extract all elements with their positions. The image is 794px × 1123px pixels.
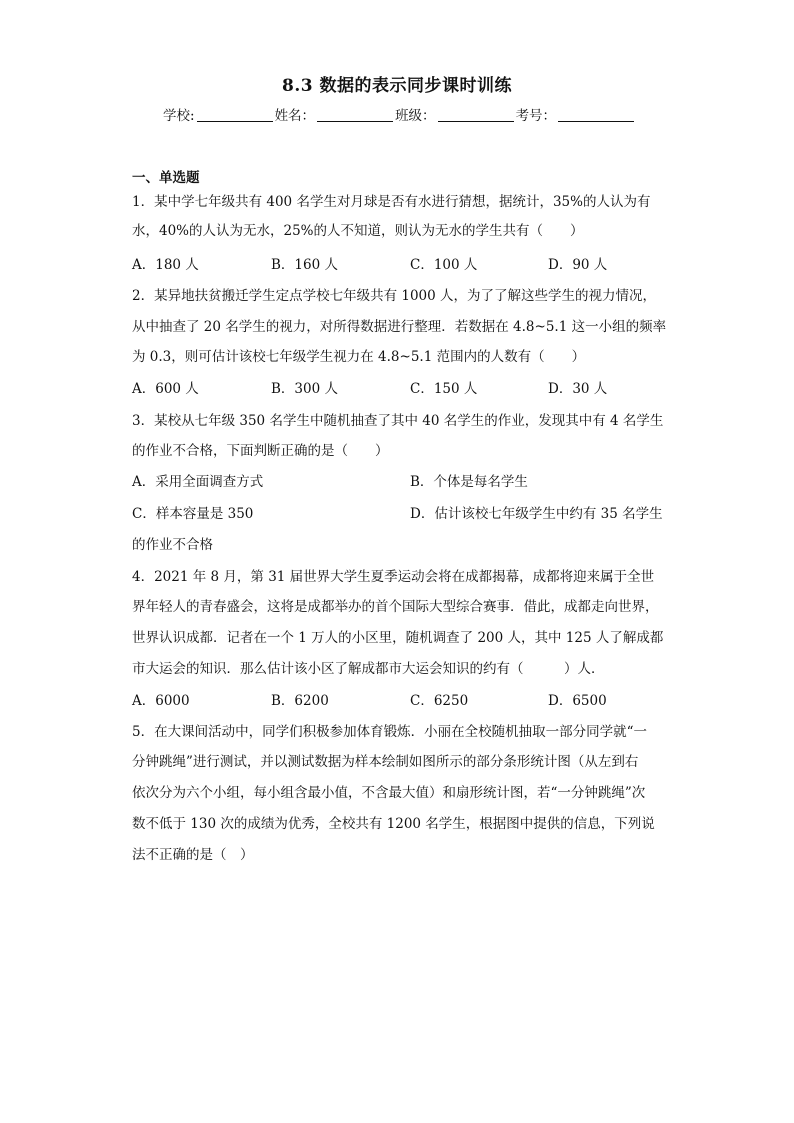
name-blank[interactable] [317,107,393,122]
question-1-line-1: 1．某中学七年级共有 400 名学生对月球是否有水进行猜想，据统计，35%的人认为有 [132,194,651,210]
question-4-line-3: 世界认识成都．记者在一个 1 万人的小区里，随机调查了 200 人，其中 125 人了解成都 [132,630,664,646]
question-3-option-c[interactable]: C．样本容量是 350 [132,506,254,522]
question-1-option-a[interactable]: A．180 人 [132,257,199,273]
question-2-line-2: 从中抽查了 20 名学生的视力，对所得数据进行整理．若数据在 4.8~5.1 这一小组的频率 [132,319,667,335]
question-3-option-a[interactable]: A．采用全面调查方式 [132,474,264,490]
question-1-option-c[interactable]: C．100 人 [410,257,478,273]
exam-number-label: 考号： [515,108,557,124]
school-label: 学校: [163,108,195,124]
class-label: 班级： [395,108,436,124]
question-5-line-3: 依次分为六个小组，每小组含最小值，不含最大值）和扇形统计图，若“一分钟跳绳”次 [132,785,646,801]
question-2-line-1: 2．某异地扶贫搬迁学生定点学校七年级共有 1000 人，为了了解这些学生的视力情况， [132,288,657,304]
question-2-option-b[interactable]: B．300 人 [271,381,338,397]
question-2-option-a[interactable]: A．600 人 [132,381,199,397]
question-4-option-d[interactable]: D．6500 [548,693,607,709]
question-5-line-5: 法不正确的是（ ） [132,847,254,863]
name-label: 姓名： [274,108,316,124]
question-1-line-2: 水，40%的人认为无水，25%的人不知道，则认为无水的学生共有（ ） [132,223,584,239]
question-5-line-1: 5．在大课间活动中，同学们积极参加体育锻炼．小丽在全校随机抽取一部分同学就“一 [132,724,647,740]
question-2-line-3: 为 0.3，则可估计该校七年级学生视力在 4.8~5.1 范围内的人数有（ ） [132,349,586,365]
question-5-line-2: 分钟跳绳”进行测试，并以测试数据为样本绘制如图所示的部分条形统计图（从左到右 [132,754,639,770]
question-5-line-4: 数不低于 130 次的成绩为优秀，全校共有 1200 名学生，根据图中提供的信息，下列说 [132,816,655,832]
page-title: 8.3 数据的表示同步课时训练 [282,76,512,96]
question-3-line-1: 3．某校从七年级 350 名学生中随机抽查了其中 40 名学生的作业，发现其中有 4 名学生 [132,413,664,429]
question-4-option-c[interactable]: C．6250 [410,693,469,709]
question-2-option-c[interactable]: C．150 人 [410,381,478,397]
question-4-option-b[interactable]: B．6200 [271,693,329,709]
question-4-option-a[interactable]: A．6000 [132,693,190,709]
question-1-option-d[interactable]: D．90 人 [548,257,608,273]
question-4-line-2: 界年轻人的青春盛会，这将是成都举办的首个国际大型综合赛事．借此，成都走向世界， [132,599,659,615]
question-3-line-2: 的作业不合格，下面判断正确的是（ ） [132,443,389,459]
student-info-line [163,104,636,124]
exam-number-blank[interactable] [558,107,634,122]
school-blank[interactable] [197,107,273,122]
question-3-option-d-continued: 的作业不合格 [132,537,213,553]
class-blank[interactable] [438,107,514,122]
question-1-option-b[interactable]: B．160 人 [271,257,338,273]
question-3-option-b[interactable]: B．个体是每名学生 [410,474,528,490]
section-heading: 一、单选题 [132,170,200,186]
question-2-option-d[interactable]: D．30 人 [548,381,608,397]
question-4-line-4: 市大运会的知识．那么估计该小区了解成都市大运会知识的约有（ ）人． [132,661,605,677]
question-4-line-1: 4．2021 年 8 月，第 31 届世界大学生夏季运动会将在成都揭幕，成都将迎来属于全世 [132,569,655,585]
question-3-option-d[interactable]: D．估计该校七年级学生中约有 35 名学生 [410,506,663,522]
